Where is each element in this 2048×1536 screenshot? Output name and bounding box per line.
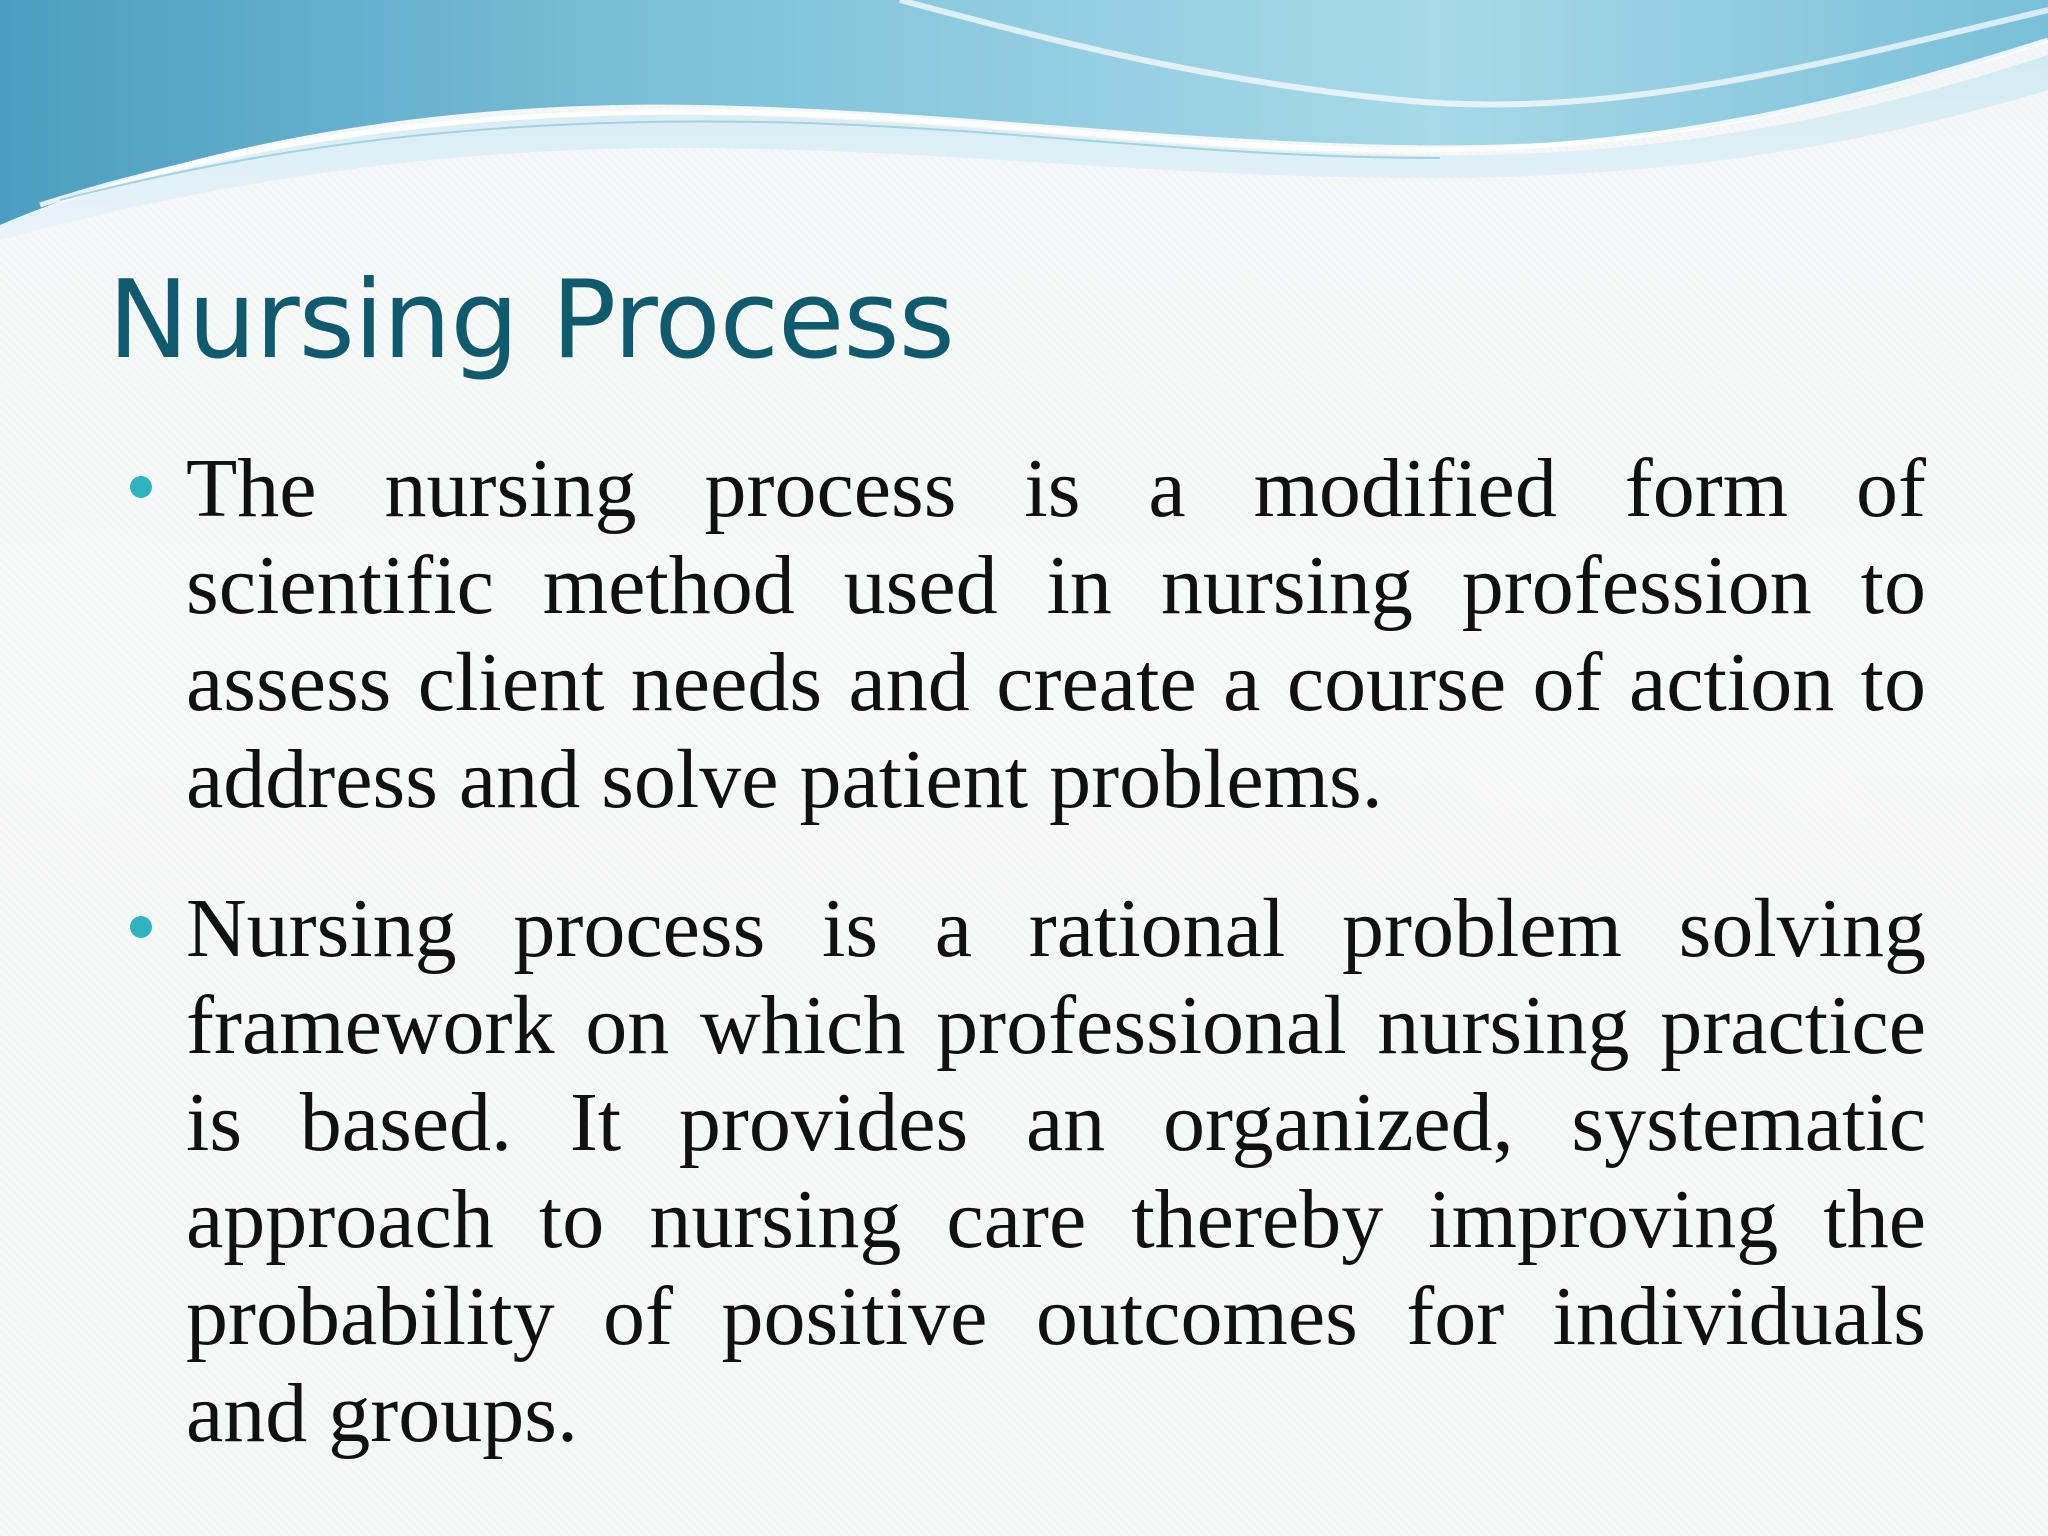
- bullet-item: [126, 440, 1926, 828]
- bullet-text: Nursing process is a rational problem solving framework on which professional nursing practice is based. It provides an organized, systematic approach to nursing care thereby improving the probability of positive outcomes for individuals and groups.: [186, 882, 1926, 1460]
- bullet-text: The nursing process is a modified form of scientific method used in nursing profession to assess client needs and create a course of action to address and solve patient problems.: [186, 442, 1926, 826]
- bullet-list: [126, 440, 1926, 1514]
- bullet-dot-icon: [130, 476, 152, 498]
- bullet-dot-icon: [130, 916, 152, 938]
- header-wave-decoration: [0, 0, 2048, 240]
- bullet-item: [126, 880, 1926, 1462]
- slide-title: Nursing Process: [108, 258, 954, 383]
